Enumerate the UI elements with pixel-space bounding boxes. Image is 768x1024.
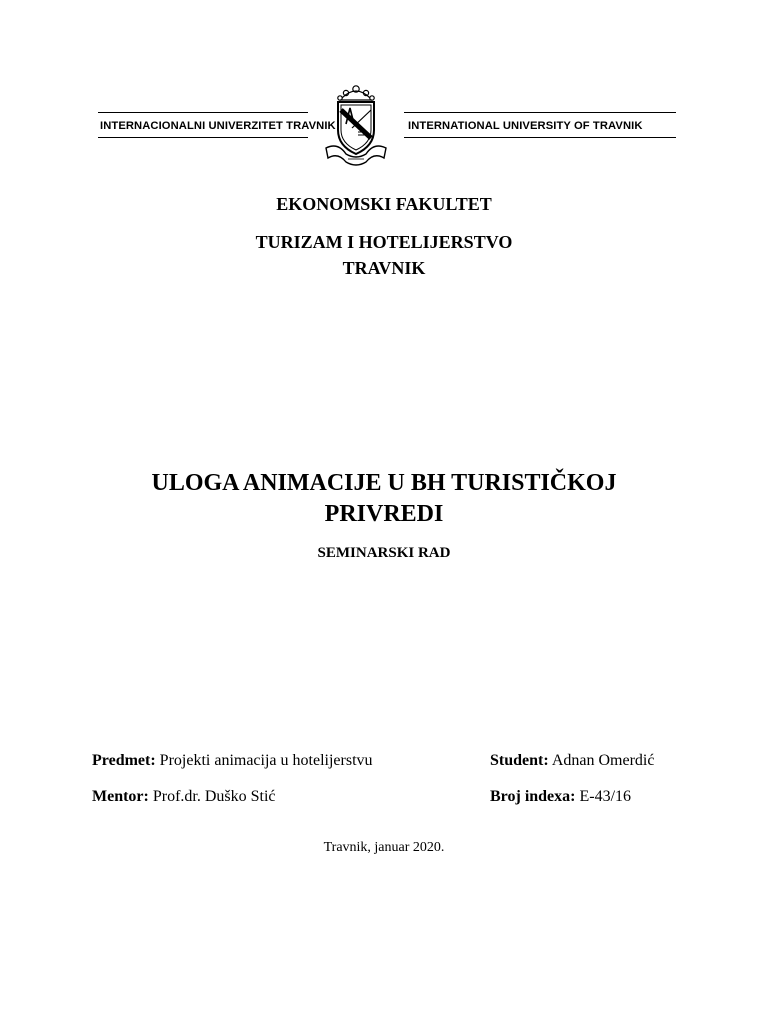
- document-subtitle: SEMINARSKI RAD: [317, 545, 451, 561]
- document-title: [84, 468, 684, 530]
- header-rule: [98, 137, 308, 138]
- index-value: E-43/16: [579, 788, 632, 805]
- mentor-info: [92, 788, 276, 806]
- program-heading: TURIZAM I HOTELIJERSTVO: [255, 232, 513, 252]
- subject-label: Predmet:: [92, 752, 156, 769]
- title-line: ULOGA ANIMACIJE U BH TURISTIČKOJ: [151, 470, 617, 496]
- student-value: Adnan Omerdić: [551, 752, 655, 769]
- university-name-english: INTERNATIONAL UNIVERSITY OF TRAVNIK: [408, 120, 643, 132]
- city-heading: TRAVNIK: [342, 258, 426, 278]
- header-rule: [404, 112, 676, 113]
- index-label: Broj indexa:: [490, 788, 576, 805]
- university-name-local: INTERNACIONALNI UNIVERZITET TRAVNIK: [100, 120, 336, 132]
- header-rule: [98, 112, 308, 113]
- index-info: [490, 788, 631, 806]
- student-label: Student:: [490, 752, 549, 769]
- header-rule: [404, 137, 676, 138]
- faculty-heading: EKONOMSKI FAKULTET: [276, 194, 492, 214]
- university-header: [98, 86, 676, 176]
- date-line: Travnik, januar 2020.: [323, 840, 445, 855]
- title-line: PRIVREDI: [324, 501, 444, 527]
- mentor-value: Prof.dr. Duško Stić: [152, 788, 276, 805]
- mentor-label: Mentor:: [92, 788, 149, 805]
- subject-info: [92, 752, 373, 770]
- subject-value: Projekti animacija u hotelijerstvu: [159, 752, 373, 769]
- university-crest-icon: [312, 80, 400, 170]
- student-info: [490, 752, 654, 770]
